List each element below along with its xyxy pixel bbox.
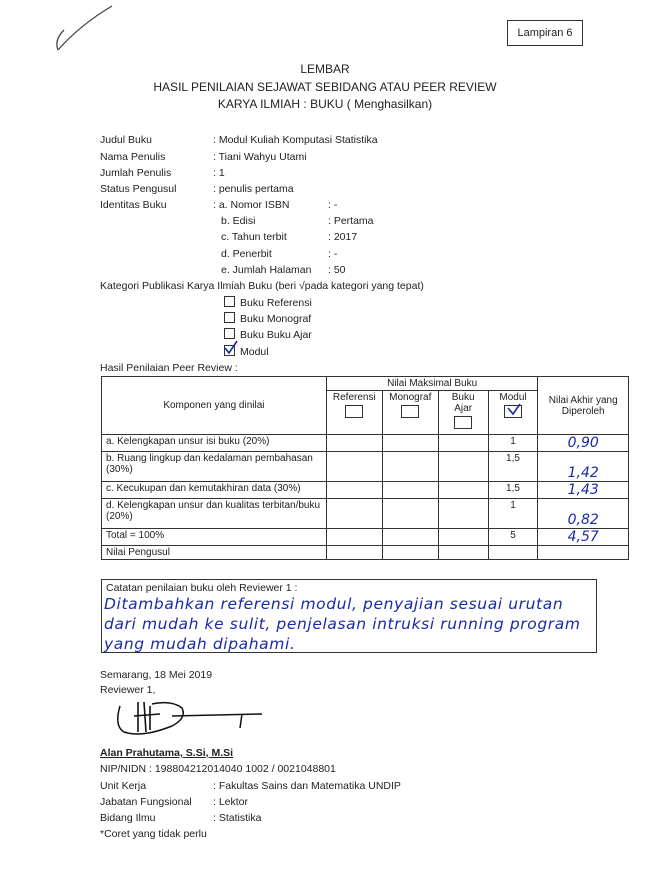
col-referensi	[326, 391, 382, 435]
kategori-option-modul	[224, 345, 269, 358]
penerbit-label: d. Penerbit	[221, 248, 272, 260]
table-row	[102, 482, 629, 499]
option-label: Modul	[240, 346, 269, 358]
row-modul-value: 1,5	[488, 482, 538, 499]
status-value: : penulis pertama	[213, 183, 294, 195]
title-lembar: LEMBAR	[300, 62, 350, 76]
title-hasil: HASIL PENILAIAN SEJAWAT SEBIDANG ATAU PEER REVIEW	[153, 80, 497, 94]
row-akhir-value: 1,42	[538, 452, 629, 482]
lampiran-box	[507, 20, 583, 46]
edisi-label: b. Edisi	[221, 215, 256, 227]
row-akhir-value: 0,90	[538, 435, 629, 452]
coret-note: *Coret yang tidak perlu	[100, 828, 207, 840]
checked-checkbox-icon	[504, 405, 522, 418]
col-label: Buku Ajar	[451, 392, 475, 414]
reviewer-label: Reviewer 1,	[100, 684, 156, 696]
nama-label: Nama Penulis	[100, 151, 166, 163]
row-modul-value: 5	[488, 529, 538, 546]
nilai-maks-header: Nilai Maksimal Buku	[326, 377, 538, 391]
row-modul-value: 1,5	[488, 452, 538, 482]
title-karya: KARYA ILMIAH : BUKU ( Menghasilkan)	[217, 97, 433, 111]
bidang-label: Bidang Ilmu	[100, 812, 156, 824]
jumlah-value: : 1	[213, 167, 225, 179]
checkbox-icon	[345, 405, 363, 418]
kategori-option-monograf	[224, 312, 311, 325]
nama-value: : Tiani Wahyu Utami	[213, 151, 307, 163]
nilai-akhir-header: Nilai Akhir yang Diperoleh	[538, 377, 629, 435]
checkbox-icon	[224, 312, 235, 323]
col-label: Monograf	[389, 392, 432, 403]
row-modul-value: 1	[488, 435, 538, 452]
col-modul	[488, 391, 538, 435]
catatan-handwriting	[104, 594, 644, 654]
col-monograf	[382, 391, 438, 435]
catatan-line: Ditambahkan referensi modul, penyajian sesuai urutan	[104, 595, 564, 613]
table-row-total	[102, 529, 629, 546]
checkbox-icon	[224, 296, 235, 307]
row-akhir-value: 0,82	[538, 499, 629, 529]
tahun-value: : 2017	[328, 231, 358, 243]
row-akhir-value: 1,43	[538, 482, 629, 499]
isbn-label: : a. Nomor ISBN	[213, 199, 290, 211]
jabatan-value: : Lektor	[213, 796, 249, 808]
checkbox-icon	[454, 416, 472, 429]
row-label: Nilai Pengusul	[102, 546, 327, 560]
row-label: c. Kecukupan dan kemutakhiran data (30%)	[102, 482, 327, 499]
row-akhir-value: 4,57	[538, 529, 629, 546]
col-label: Referensi	[332, 392, 376, 403]
status-label: Status Pengusul	[100, 183, 177, 195]
catatan-label: Catatan penilaian buku oleh Reviewer 1 :	[106, 582, 298, 594]
kategori-option-referensi	[224, 296, 312, 309]
checked-checkbox-icon	[224, 345, 235, 356]
lampiran-label: Lampiran 6	[517, 27, 573, 39]
penilaian-table	[101, 376, 629, 560]
place-date: Semarang, 18 Mei 2019	[100, 669, 213, 681]
catatan-line: dari mudah ke sulit, penjelasan intruksi running program	[104, 615, 581, 633]
jabatan-label: Jabatan Fungsional	[100, 796, 192, 808]
pen-stroke-mark	[50, 0, 120, 60]
judul-label: Judul Buku	[100, 134, 152, 146]
kategori-label: Kategori Publikasi Karya Ilmiah Buku (beri √pada kategori yang tepat)	[100, 280, 424, 292]
identitas-label: Identitas Buku	[100, 199, 167, 211]
row-akhir-value	[538, 546, 629, 560]
row-label: Total = 100%	[102, 529, 327, 546]
row-modul-value: 1	[488, 499, 538, 529]
row-label: b. Ruang lingkup dan kedalaman pembahasan (30%)	[102, 452, 327, 482]
unit-label: Unit Kerja	[100, 780, 147, 792]
table-row-nilai-pengusul	[102, 546, 629, 560]
jumlah-label: Jumlah Penulis	[100, 167, 172, 179]
table-row	[102, 499, 629, 529]
isbn-value: : -	[328, 199, 338, 211]
option-label: Buku Referensi	[240, 297, 312, 309]
unit-value: : Fakultas Sains dan Matematika UNDIP	[213, 780, 401, 792]
table-row	[102, 452, 629, 482]
penerbit-value: : -	[328, 248, 338, 260]
tahun-label: c. Tahun terbit	[221, 231, 287, 243]
checkbox-icon	[401, 405, 419, 418]
judul-value: : Modul Kuliah Komputasi Statistika	[213, 134, 378, 146]
hasil-label: Hasil Penilaian Peer Review :	[100, 362, 238, 374]
option-label: Buku Monograf	[240, 313, 312, 325]
option-label: Buku Buku Ajar	[240, 329, 312, 341]
catatan-line: yang mudah dipahami.	[104, 635, 296, 653]
bidang-value: : Statistika	[213, 812, 262, 824]
col-label: Modul	[499, 392, 527, 403]
signature-image	[112, 696, 272, 744]
checkbox-icon	[224, 328, 235, 339]
halaman-value: : 50	[328, 264, 346, 276]
table-row	[102, 435, 629, 452]
row-label: a. Kelengkapan unsur isi buku (20%)	[102, 435, 327, 452]
edisi-value: : Pertama	[328, 215, 374, 227]
col-buku-ajar	[438, 391, 488, 435]
nip: NIP/NIDN : 198804212014040 1002 / 0021048801	[100, 763, 336, 775]
reviewer-name: Alan Prahutama, S.Si, M.Si	[100, 747, 234, 759]
komponen-header: Komponen yang dinilai	[102, 377, 327, 435]
halaman-label: e. Jumlah Halaman	[221, 264, 312, 276]
row-modul-value	[488, 546, 538, 560]
row-label: d. Kelengkapan unsur dan kualitas terbitan/buku (20%)	[102, 499, 327, 529]
